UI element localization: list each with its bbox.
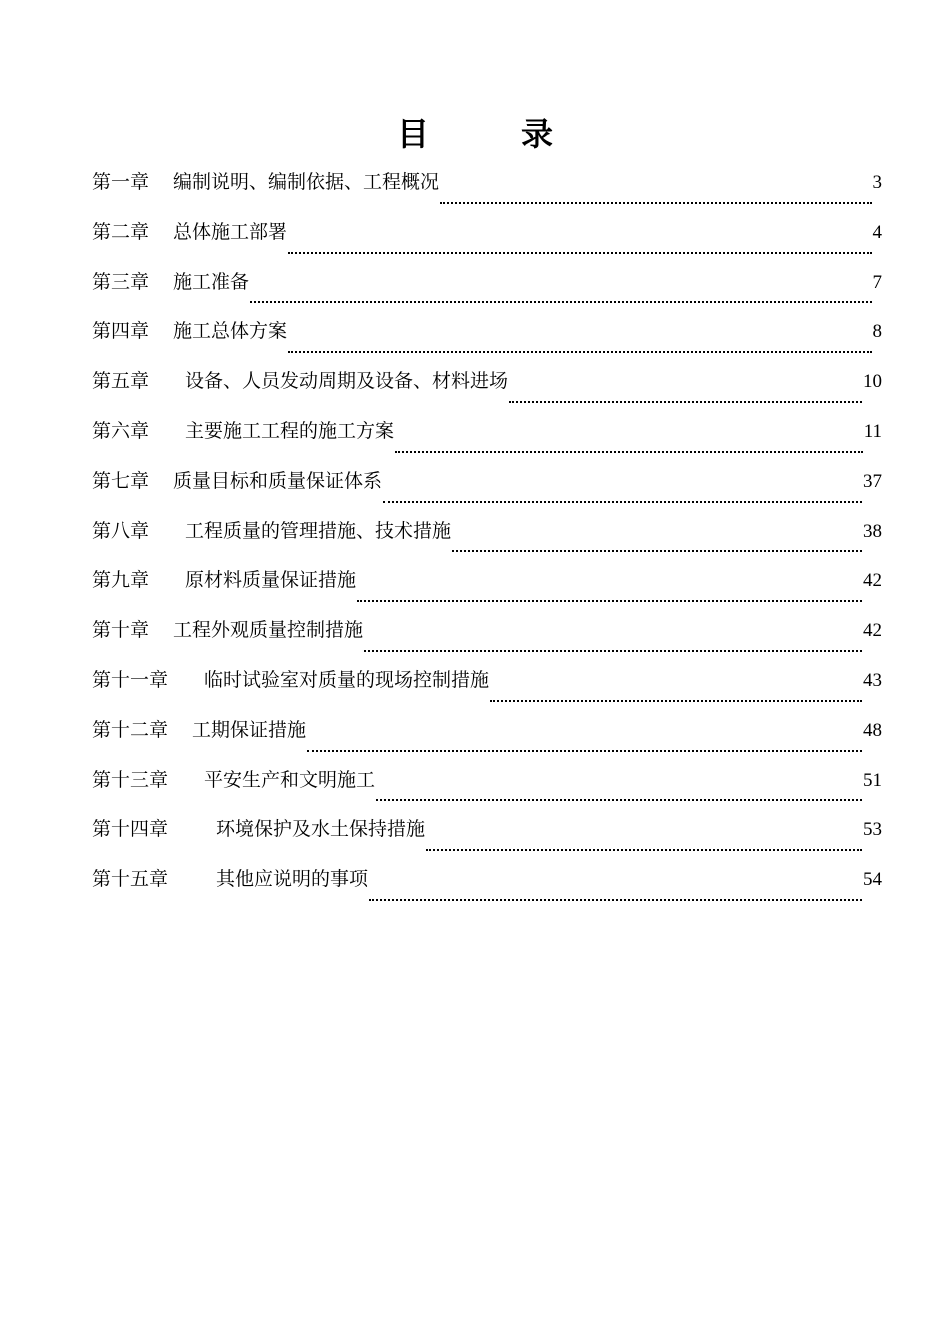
toc-page-number: 54 [863,869,882,891]
toc-dot-leader [288,252,871,254]
toc-chapter-title: 工程外观质量控制措施 [173,619,364,642]
toc-page-number: 43 [863,669,882,691]
toc-entry[interactable] [92,563,882,613]
toc-entry[interactable] [92,464,882,514]
toc-entry[interactable] [92,414,882,464]
toc-chapter-number: 第一章 [92,171,150,193]
toc-dot-leader [509,401,862,403]
toc-page-number: 10 [863,371,882,393]
toc-chapter-title: 施工总体方案 [173,320,288,343]
toc-dot-leader [376,799,862,801]
toc-list [92,165,882,912]
toc-page-number: 48 [863,719,882,741]
toc-entry[interactable] [92,215,882,265]
toc-dot-leader [288,351,871,353]
toc-page-number: 4 [872,221,882,243]
toc-chapter-title: 质量目标和质量保证体系 [173,469,383,492]
toc-chapter-title: 施工准备 [173,270,250,293]
toc-chapter-number: 第十二章 [92,718,169,741]
toc-chapter-number: 第二章 [92,220,150,243]
toc-chapter-title: 主要施工工程的施工方案 [185,419,395,442]
toc-title: 目 录 [396,115,583,153]
toc-dot-leader [383,501,862,503]
toc-dot-leader [426,849,862,851]
toc-chapter-title: 其他应说明的事项 [216,868,369,891]
toc-dot-leader [395,451,863,453]
toc-page-number: 8 [872,321,882,343]
toc-chapter-title: 编制说明、编制依据、工程概况 [173,171,440,193]
toc-chapter-title: 平安生产和文明施工 [204,768,376,791]
toc-entry[interactable] [92,514,882,564]
toc-chapter-number: 第十章 [92,619,150,642]
toc-dot-leader [452,550,862,552]
toc-page-number: 51 [863,769,882,791]
toc-chapter-number: 第四章 [92,320,150,343]
toc-page-number: 37 [863,470,882,492]
toc-page-number: 3 [872,172,882,193]
toc-entry[interactable] [92,613,882,663]
toc-chapter-number: 第七章 [92,469,150,492]
toc-page-number: 7 [872,271,882,293]
toc-entry[interactable] [92,364,882,414]
toc-chapter-title: 工程质量的管理措施、技术措施 [185,519,452,542]
toc-page-number: 42 [863,620,882,642]
toc-dot-leader [357,600,862,602]
toc-entry[interactable] [92,763,882,813]
toc-entry[interactable] [92,663,882,713]
toc-chapter-number: 第十一章 [92,668,169,691]
toc-chapter-title: 总体施工部署 [173,220,288,243]
toc-entry[interactable] [92,265,882,315]
toc-chapter-title: 原材料质量保证措施 [185,569,357,592]
toc-dot-leader [364,650,862,652]
toc-chapter-title: 设备、人员发动周期及设备、材料进场 [185,370,509,393]
toc-page-number: 38 [863,520,882,542]
toc-dot-leader [250,301,871,303]
toc-entry[interactable] [92,314,882,364]
toc-page-number: 42 [863,570,882,592]
toc-entry[interactable] [92,713,882,763]
toc-page-number: 53 [863,819,882,841]
toc-chapter-number: 第九章 [92,569,150,592]
toc-dot-leader [440,202,871,204]
toc-chapter-number: 第六章 [92,419,150,442]
toc-page-number: 11 [863,420,882,442]
toc-chapter-number: 第十三章 [92,768,169,791]
toc-chapter-number: 第八章 [92,519,150,542]
toc-chapter-number: 第三章 [92,270,150,293]
toc-dot-leader [369,899,862,901]
toc-entry[interactable] [92,862,882,912]
toc-chapter-title: 工期保证措施 [192,718,307,741]
toc-chapter-title: 临时试验室对质量的现场控制措施 [204,668,490,691]
toc-chapter-number: 第五章 [92,370,150,393]
toc-dot-leader [490,700,862,702]
toc-chapter-number: 第十四章 [92,818,169,841]
toc-entry[interactable] [92,165,882,215]
toc-dot-leader [307,750,862,752]
toc-chapter-number: 第十五章 [92,868,169,891]
toc-chapter-title: 环境保护及水土保持措施 [216,818,426,841]
toc-entry[interactable] [92,812,882,862]
